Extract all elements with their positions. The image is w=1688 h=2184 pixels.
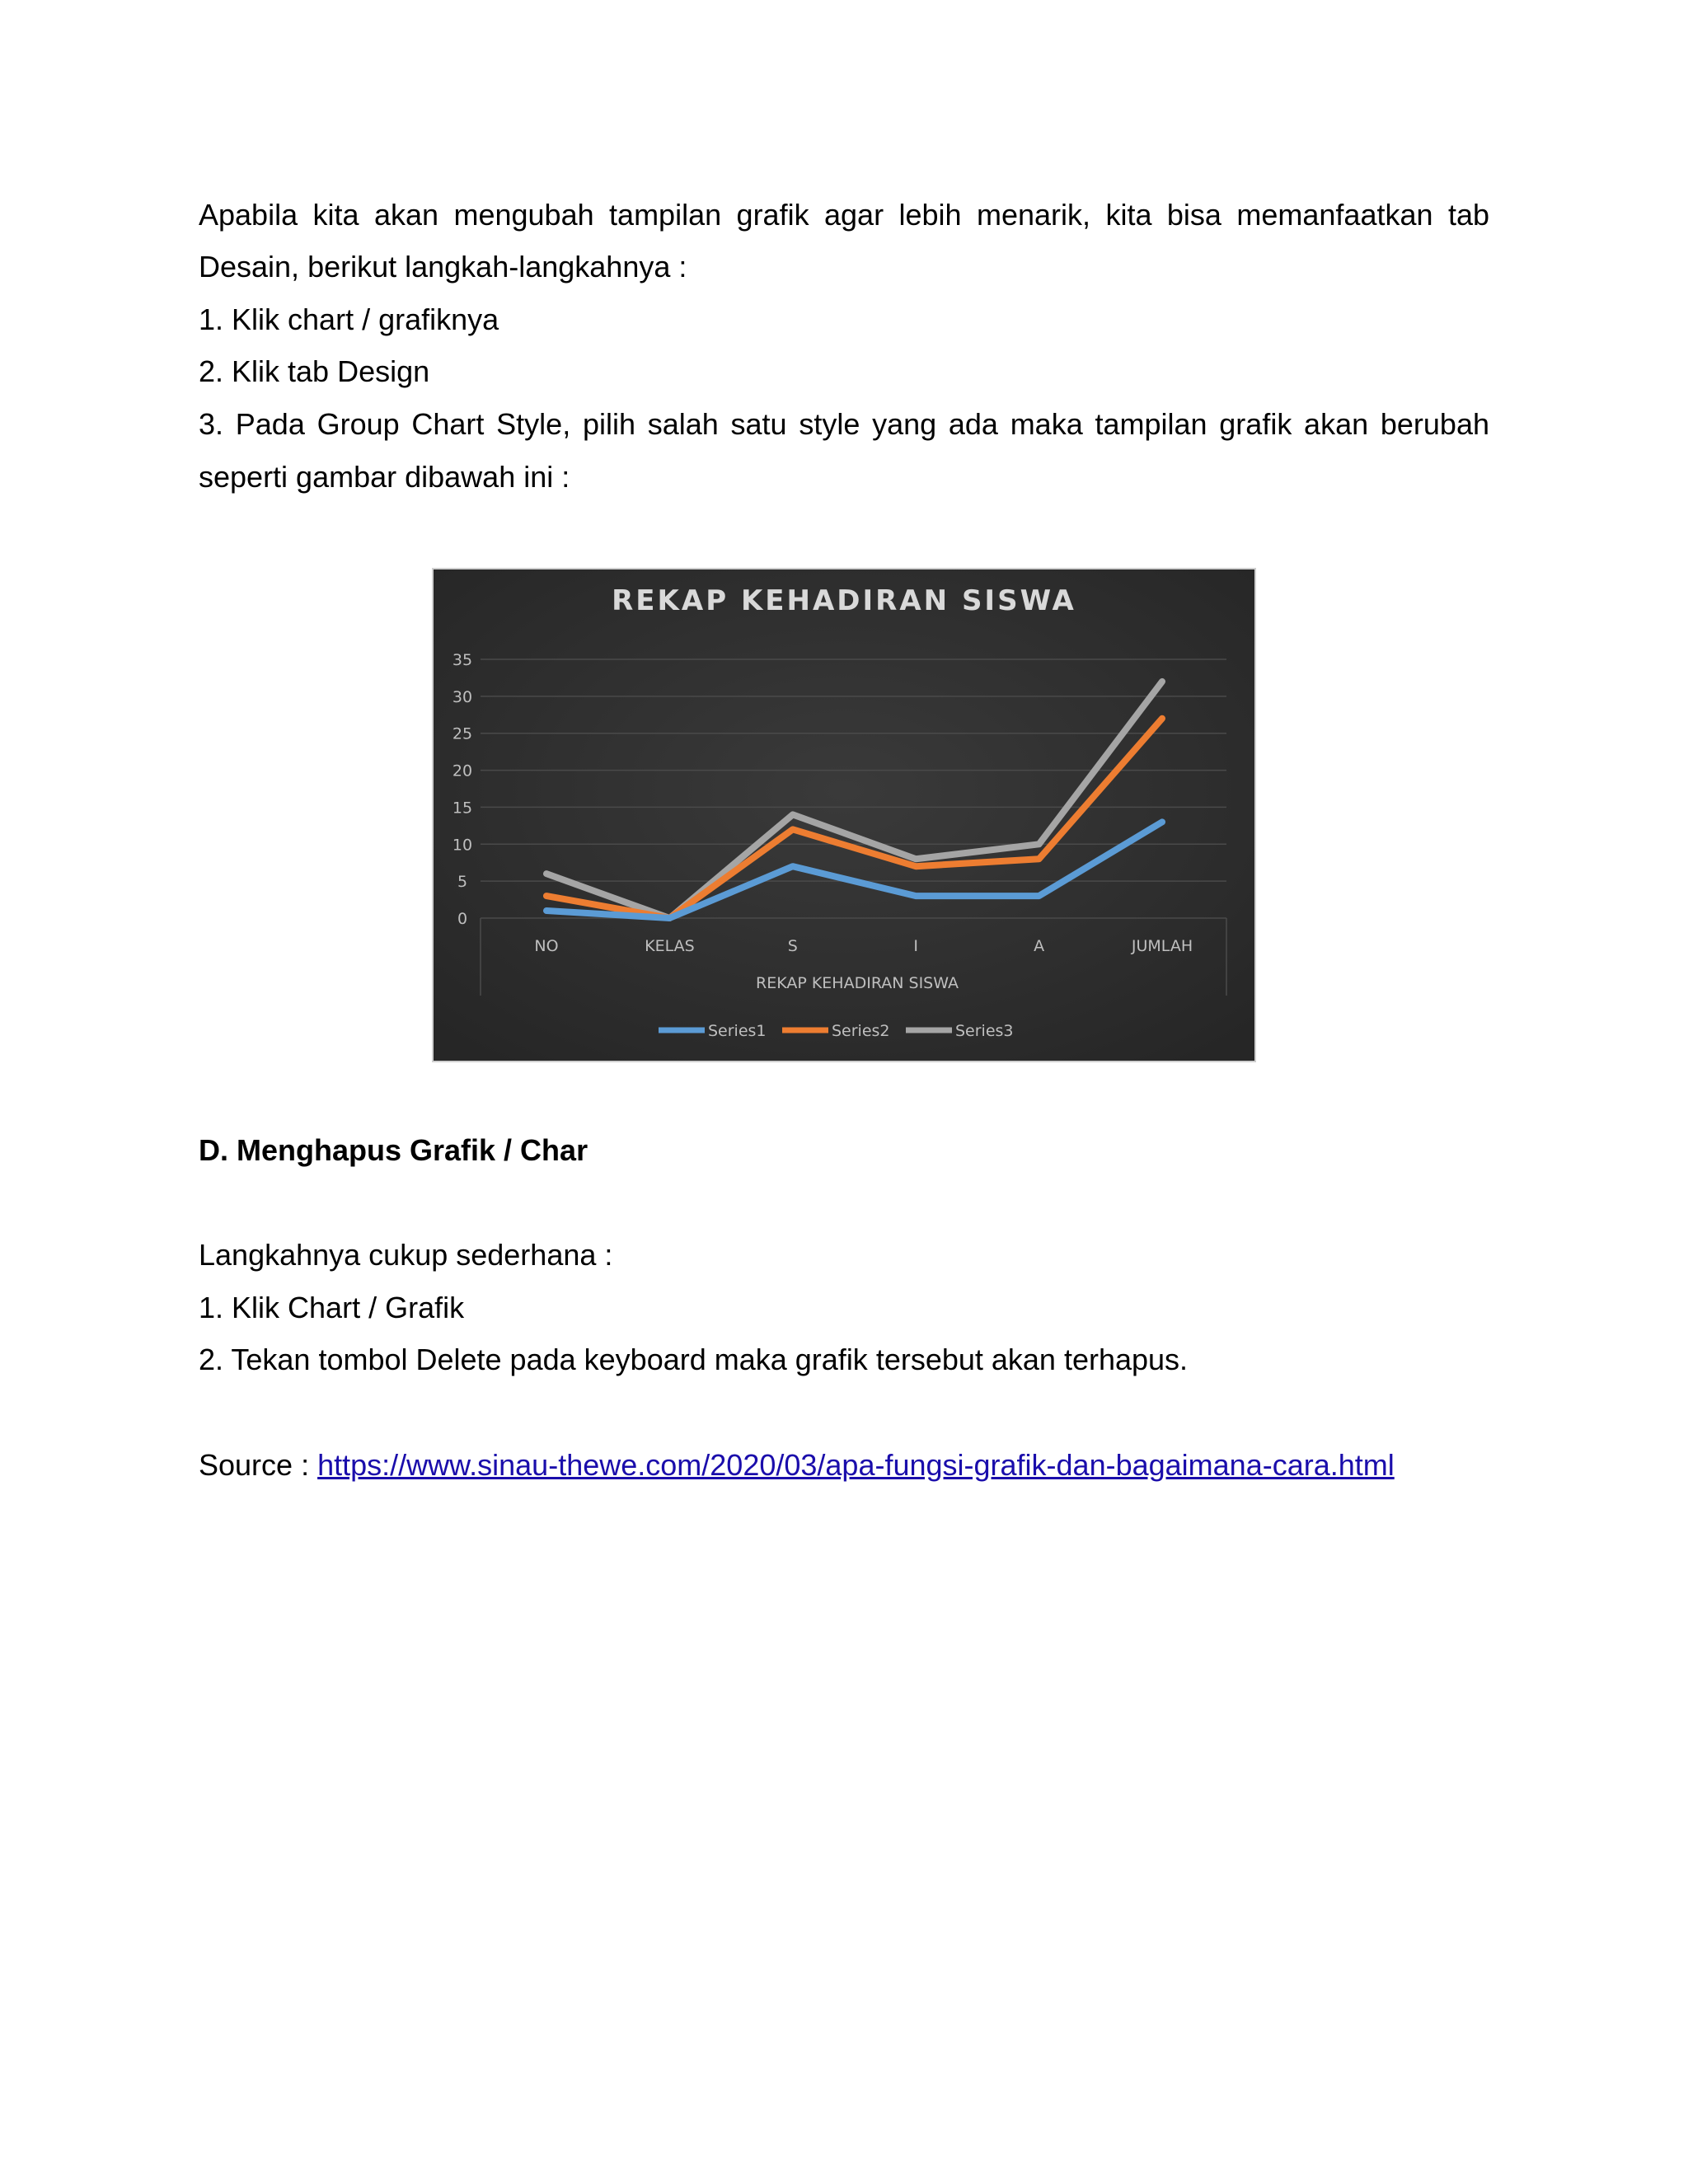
x-tick-label: I <box>913 937 919 955</box>
x-tick-label: S <box>787 937 798 955</box>
legend-label-series3: Series3 <box>955 1022 1014 1040</box>
step-2: 2. Klik tab Design <box>199 354 430 388</box>
y-tick-label: 20 <box>452 762 473 780</box>
chart-title: REKAP KEHADIRAN SISWA <box>612 584 1076 617</box>
section-d-heading: D. Menghapus Grafik / Char <box>199 1133 588 1167</box>
section-d-intro: Langkahnya cukup sederhana : <box>199 1238 613 1272</box>
x-tick-label: A <box>1034 937 1045 955</box>
step-3-line-2: seperti gambar dibawah ini : <box>199 460 570 494</box>
section-d-step-2: 2. Tekan tombol Delete pada keyboard maka grafik tersebut akan terhapus. <box>199 1343 1189 1376</box>
y-tick-label: 15 <box>452 799 473 818</box>
y-tick-label: 35 <box>452 651 473 669</box>
x-tick-label: KELAS <box>645 937 695 955</box>
y-tick-label: 0 <box>457 910 468 928</box>
legend-label-series2: Series2 <box>832 1022 890 1040</box>
section-d-step-1: 1. Klik Chart / Grafik <box>199 1291 465 1324</box>
x-axis-title: REKAP KEHADIRAN SISWA <box>756 974 959 992</box>
intro-paragraph-line-2: Desain, berikut langkah-langkahnya : <box>199 250 687 284</box>
y-tick-label: 25 <box>452 724 473 743</box>
attendance-line-chart <box>431 567 1257 1063</box>
x-tick-label: JUMLAH <box>1131 937 1193 955</box>
y-tick-label: 30 <box>452 687 473 706</box>
source-label: Source : <box>199 1448 318 1482</box>
source-link[interactable]: https://www.sinau-thewe.com/2020/03/apa-fungsi-grafik-dan-bagaimana-cara.html <box>317 1448 1395 1482</box>
step-1: 1. Klik chart / grafiknya <box>199 302 499 336</box>
intro-paragraph-line-1: Apabila kita akan mengubah tampilan grafik agar lebih menarik, kita bisa memanfaatkan tab <box>199 198 1489 232</box>
step-3-line-1: 3. Pada Group Chart Style, pilih salah satu style yang ada maka tampilan grafik akan berubah <box>199 407 1489 441</box>
y-tick-label: 5 <box>457 873 468 892</box>
x-tick-label: NO <box>534 937 559 955</box>
y-tick-label: 10 <box>452 836 473 855</box>
source-line <box>199 1447 1395 1483</box>
legend-label-series1: Series1 <box>708 1022 767 1040</box>
